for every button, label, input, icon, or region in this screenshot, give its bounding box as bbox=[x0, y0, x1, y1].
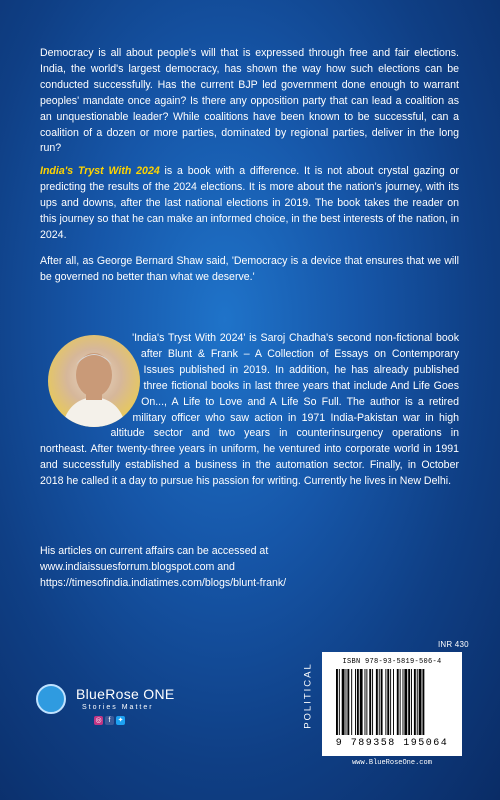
author-bio: 'India's Tryst With 2024' is Saroj Chadha's second non-fictional book after Blunt & Frank – A Collection of Essays on Contemporary Issues published in 2019. In addition, he has already published three fictional books in last three years that include And Life Goes On..., A Life to Love and A Life So Full. The author is a retired military officer who saw action in 1971 India-Pakistan war in high altitude sector and two years in counterinsurgency operations in northeast. After twenty-three years in uniform, he ventured into corporate world in 1991 and successfully established a business in the automation sector. Finally, in October 2018 he called it a day to pursue his passion for writing. Currently he lives in New Delhi. bbox=[40, 332, 459, 488]
blog-link[interactable]: www.indiaissuesforrum.blogspot.com and bbox=[40, 560, 235, 573]
twitter-icon: ✦ bbox=[117, 717, 124, 724]
barcode-box bbox=[322, 652, 462, 756]
articles-links bbox=[40, 544, 459, 592]
facebook-icon: f bbox=[105, 716, 114, 725]
publisher-website[interactable]: www.BlueRoseOne.com bbox=[352, 759, 432, 767]
intro-paragraph-2 bbox=[40, 164, 459, 244]
publisher-tagline: Stories Matter bbox=[82, 704, 154, 711]
publisher-logo bbox=[36, 676, 196, 746]
price-label: INR 430 bbox=[438, 640, 469, 649]
genre-label: POLITICAL bbox=[302, 662, 314, 729]
book-title: India's Tryst With 2024 bbox=[40, 165, 160, 177]
author-photo bbox=[48, 335, 140, 427]
times-of-india-link[interactable]: https://timesofindia.indiatimes.com/blogs/blunt-frank/ bbox=[40, 576, 287, 589]
links-intro: His articles on current affairs can be accessed at bbox=[40, 545, 269, 557]
intro-paragraph-2-text: is a book with a difference. It is not about crystal gazing or predicting the results of the 2024 elections. It is more about the nation's journey, with its ups and downs, after the last national elections in 2019. The book takes the reader on this journey so that he can make an informed choice, in the best interests of the nation, in 2024. bbox=[40, 165, 459, 241]
intro-paragraph-1: Democracy is all about people's will that is expressed through free and fair elections. India, the world's largest democracy, has shown the way how such elections can be conducted successfully. Has the current BJP led government done enough to warrant peoples' mandate once again? Is there any opposition party that can lead a coalition as an unquestionable leader? While coalitions have been known to be successful, can a coalition of a dozen or more parties, dominated by regional parties, deliver in the long run? bbox=[40, 47, 459, 155]
barcode-icon bbox=[336, 669, 448, 739]
intro-paragraph-3: After all, as George Bernard Shaw said, 'Democracy is a device that ensures that we will be governed no better than what we deserve.' bbox=[40, 255, 459, 283]
author-section bbox=[40, 331, 459, 490]
isbn-label: ISBN 978-93-5819-506-4 bbox=[342, 658, 442, 666]
publisher-name: BlueRose ONE bbox=[76, 686, 175, 702]
isbn-digits: 9 789358 195064 bbox=[335, 738, 449, 749]
social-icons bbox=[94, 716, 125, 725]
publisher-logo-icon bbox=[36, 684, 66, 714]
instagram-icon: ◎ bbox=[95, 717, 102, 724]
